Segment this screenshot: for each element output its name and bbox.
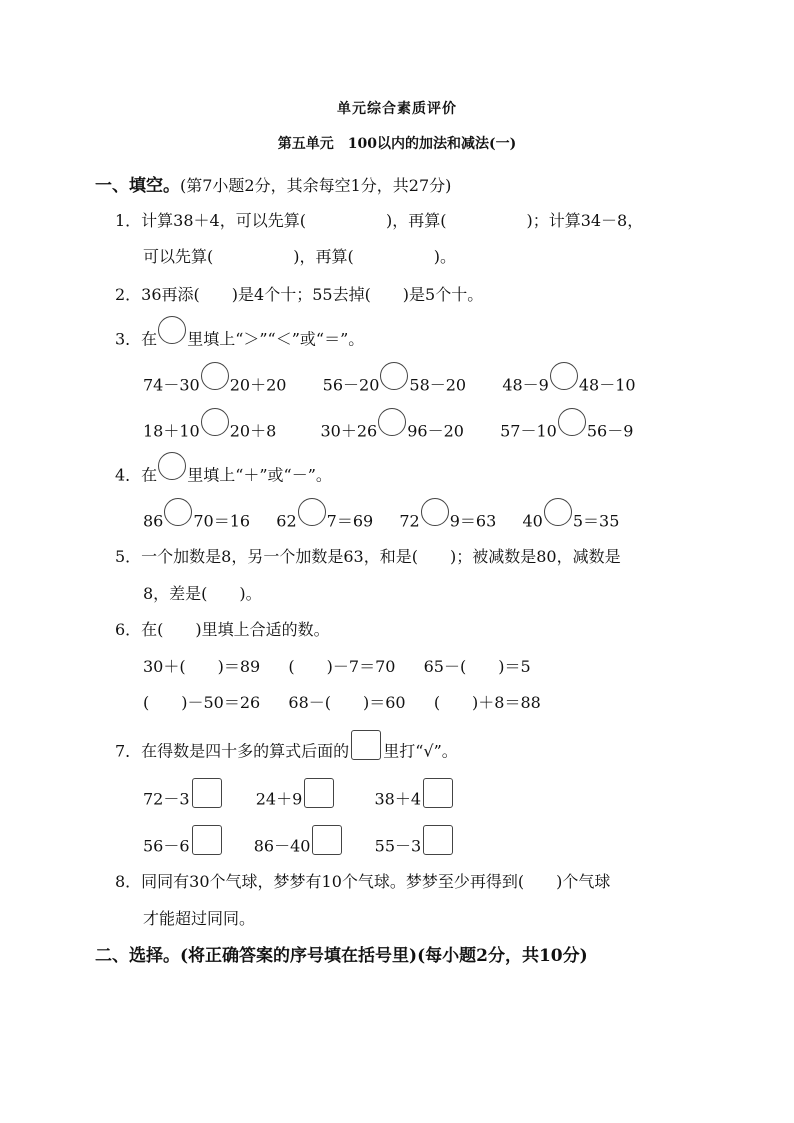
section-title: 二、选择。 — [95, 946, 180, 966]
blank-equation[interactable]: 30＋( )＝89 — [143, 657, 261, 676]
comparison-circle[interactable] — [201, 362, 229, 390]
question-7-row-1: 72－3 24＋9 38＋4 — [143, 785, 455, 815]
question-7-instruction: 7．在得数是四十多的算式后面的 里打“√”。 — [115, 737, 458, 767]
question-5-line-2: 8，差是( )。 — [143, 584, 262, 603]
comparison-circle[interactable] — [378, 408, 406, 436]
question-3-instruction: 3．在 里填上“＞”“＜”或“＝”。 — [115, 326, 364, 354]
question-1-line-2: 可以先算( )，再算( )。 — [143, 247, 456, 266]
question-8-line-2: 才能超过同同。 — [143, 909, 256, 928]
comparison-circle[interactable] — [550, 362, 578, 390]
check-box[interactable] — [312, 825, 342, 855]
question-8-line-1: 8．同同有30个气球，梦梦有10个气球。梦梦至少再得到( )个气球 — [115, 872, 611, 891]
comparison-circle[interactable] — [558, 408, 586, 436]
blank-equation[interactable]: ( )＋8＝88 — [433, 693, 541, 712]
comparison-circle[interactable] — [380, 362, 408, 390]
check-box[interactable] — [304, 778, 334, 808]
section-note: (将正确答案的序号填在括号里)(每小题2分，共10分) — [180, 946, 588, 966]
question-6-row-1 — [143, 654, 531, 677]
question-3-row-2: 18＋10 20＋8 30＋26 96－20 57－10 56－9 — [143, 418, 633, 446]
question-3-row-1: 74－30 20＋20 56－20 58－20 48－9 48－10 — [143, 372, 636, 400]
operator-circle[interactable] — [164, 498, 192, 526]
section-heading-fill-in — [95, 171, 451, 196]
answer-circle-icon — [158, 316, 186, 344]
section-note: (第7小题2分，其余每空1分，共27分) — [180, 176, 452, 195]
question-1-line-1: 1．计算38＋4，可以先算( )，再算( )；计算34－8， — [115, 211, 644, 230]
operator-circle[interactable] — [298, 498, 326, 526]
answer-circle-icon — [158, 452, 186, 480]
document-title: 单元综合素质评价 — [337, 101, 457, 117]
question-4-row-1: 86 70＝16 62 7＝69 72 9＝63 40 5＝35 — [143, 508, 619, 536]
check-box-icon — [351, 730, 381, 760]
question-4-instruction: 4．在 里填上“＋”或“－”。 — [115, 462, 332, 490]
question-7-row-2: 56－6 86－40 55－3 — [143, 832, 455, 862]
check-box[interactable] — [423, 825, 453, 855]
section-heading-choice — [95, 941, 588, 966]
blank-equation[interactable]: ( )－50＝26 — [143, 693, 261, 712]
document-subtitle: 第五单元 100以内的加法和减法(一) — [277, 136, 517, 152]
question-2: 2．36再添( )是4个十；55去掉( )是5个十。 — [115, 285, 484, 304]
blank-equation[interactable]: ( )－7＝70 — [288, 657, 396, 676]
check-box[interactable] — [192, 825, 222, 855]
comparison-circle[interactable] — [201, 408, 229, 436]
check-box[interactable] — [192, 778, 222, 808]
question-6-instruction: 6．在( )里填上合适的数。 — [115, 620, 330, 639]
check-box[interactable] — [423, 778, 453, 808]
blank-equation[interactable]: 65－( )＝5 — [423, 657, 531, 676]
operator-circle[interactable] — [421, 498, 449, 526]
question-6-row-2 — [143, 690, 541, 713]
section-title: 一、填空。 — [95, 176, 180, 196]
question-5-line-1: 5．一个加数是8，另一个加数是63，和是( )；被减数是80，减数是 — [115, 547, 621, 566]
operator-circle[interactable] — [544, 498, 572, 526]
blank-equation[interactable]: 68－( )＝60 — [288, 693, 406, 712]
